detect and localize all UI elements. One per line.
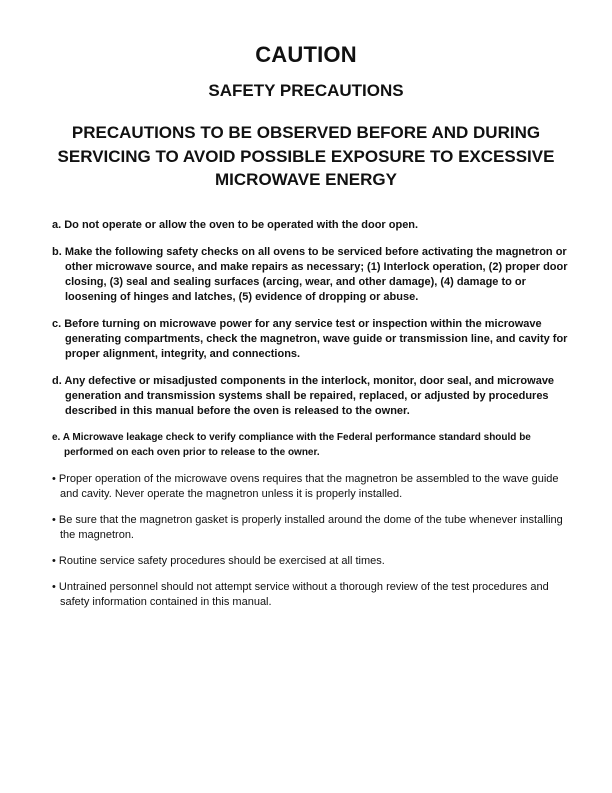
bullet-item <box>52 580 568 610</box>
item-text: A Microwave leakage check to verify compliance with the Federal performance standard should be performed on each oven prior to release to the owner. <box>62 432 531 458</box>
item-text: Before turning on microwave power for any service test or inspection within the microwave generating compartments, check the magnetron, wave guide or transmission line, and cavity for proper alignment, integrity, and connections. <box>64 318 568 360</box>
bullet-marker: • <box>52 473 59 485</box>
bullet-text: Proper operation of the microwave ovens requires that the magnetron be assembled to the wave guide and cavity. Never operate the magnetron unless it is properly installed. <box>58 473 559 500</box>
item-marker: a. <box>52 219 65 231</box>
item-text: Do not operate or allow the oven to be operated with the door open. <box>64 219 419 231</box>
section-heading: PRECAUTIONS TO BE OBSERVED BEFORE AND DURING SERVICING TO AVOID POSSIBLE EXPOSURE TO EXCESSIVE MICROWAVE ENERGY <box>57 123 555 189</box>
item-text: Make the following safety checks on all ovens to be serviced before activating the magnetron or other microwave source, and make repairs as necessary; (1) Interlock operation, (2) proper door closing, (3) seal and sealing surfaces (arcing, wear, and other damage), (4) damage to or loosening of hinges and latches, (5) evidence of dropping or abuse. <box>64 246 568 303</box>
precautions-list <box>52 218 568 621</box>
precaution-item-b <box>52 245 568 305</box>
precaution-item-e <box>52 431 568 460</box>
bullet-item <box>52 472 568 502</box>
precaution-item-a <box>52 218 568 233</box>
bullet-marker: • <box>52 555 59 567</box>
item-marker: c. <box>52 318 65 330</box>
item-marker: b. <box>52 246 65 258</box>
bullet-text: Be sure that the magnetron gasket is properly installed around the dome of the tube whenever installing the magnetron. <box>58 514 563 541</box>
item-text: Any defective or misadjusted components in the interlock, monitor, door seal, and microwave generation and transmission systems shall be repaired, replaced, or adjusted by procedures described in this manual before the oven is released to the owner. <box>64 375 555 417</box>
item-marker: e. <box>52 432 63 443</box>
bullet-marker: • <box>52 581 59 593</box>
page-subtitle: SAFETY PRECAUTIONS <box>208 81 404 100</box>
item-marker: d. <box>52 375 65 387</box>
bullet-marker: • <box>52 514 59 526</box>
bullet-text: Routine service safety procedures should be exercised at all times. <box>58 555 385 567</box>
precaution-item-d <box>52 374 568 419</box>
page-title: CAUTION <box>255 42 357 67</box>
precaution-item-c <box>52 317 568 362</box>
bullet-item <box>52 554 568 569</box>
bullet-text: Untrained personnel should not attempt service without a thorough review of the test procedures and safety information contained in this manual. <box>58 581 549 608</box>
bullet-item <box>52 513 568 543</box>
